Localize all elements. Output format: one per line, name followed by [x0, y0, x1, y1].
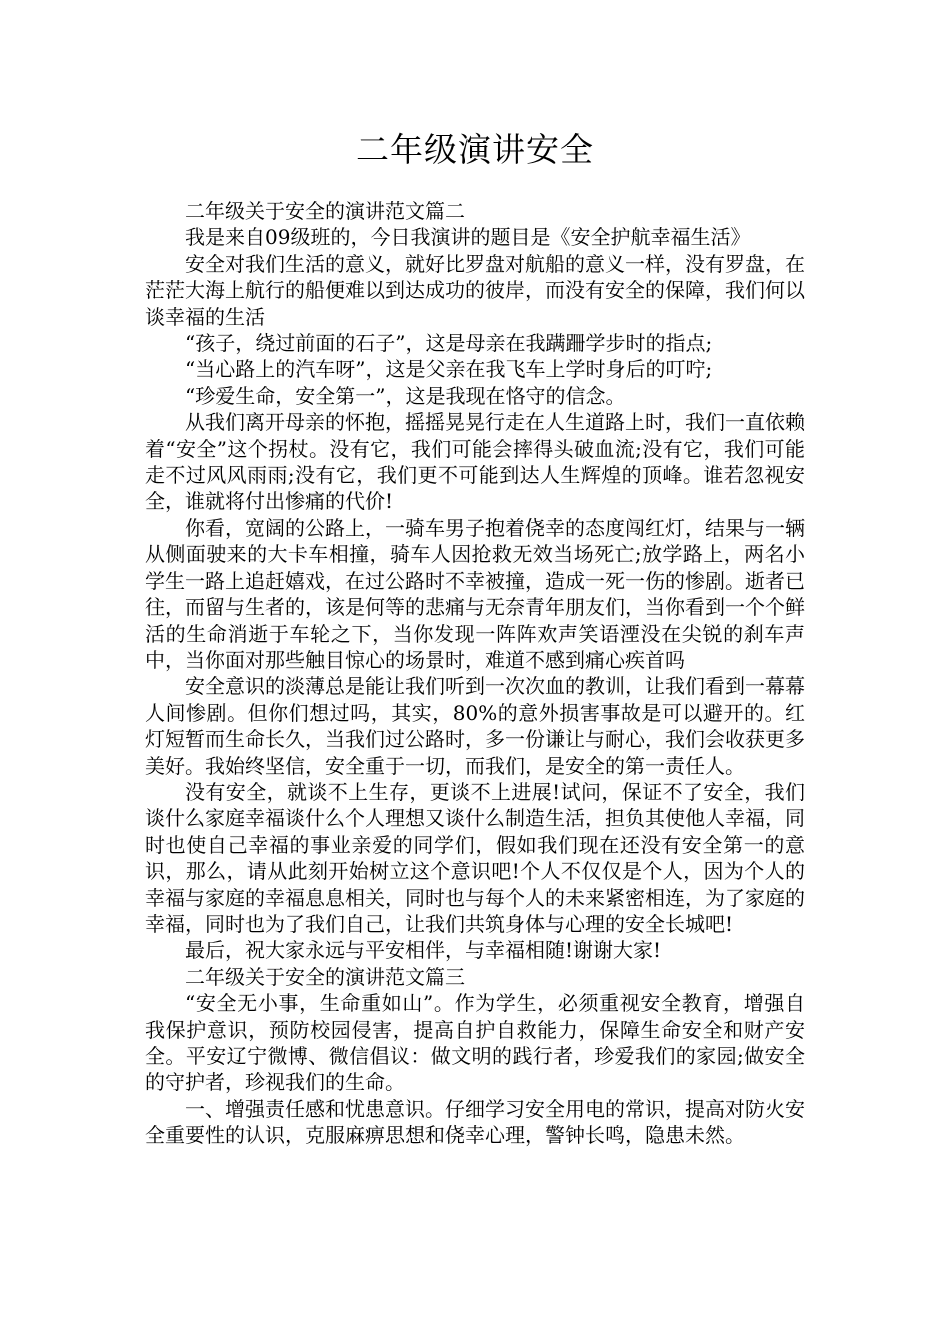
document-page — [145, 0, 805, 1344]
paragraph-accident-examples: 你看，宽阔的公路上，一骑车男子抱着侥幸的态度闯红灯，结果与一辆从侧面驶来的大卡车相撞，骑车人因抢救无效当场死亡;放学路上，两名小学生一路上追赶嬉戏，在过公路时不幸被撞，造成一死一伤的惨剧。逝者已往，而留与生者的，该是何等的悲痛与无奈青年朋友们，当你看到一个个鲜活的生命消逝于车轮之下，当你发现一阵阵欢声笑语湮没在尖锐的刹车声中，当你面对那些触目惊心的场景时，难道不感到痛心疾首吗 — [145, 515, 805, 672]
paragraph-safety-crutch: 从我们离开母亲的怀抱，摇摇晃晃行走在人生道路上时，我们一直依赖着“安全”这个拐杖。没有它，我们可能会摔得头破血流;没有它，我们可能走不过风风雨雨;没有它，我们更不可能到达人生辉煌的顶峰。谁若忽视安全，谁就将付出惨痛的代价! — [145, 410, 805, 514]
paragraph-speaker-intro: 我是来自09级班的，今日我演讲的题目是《安全护航幸福生活》 — [185, 225, 751, 250]
paragraph-compass-analogy: 安全对我们生活的意义，就好比罗盘对航船的意义一样，没有罗盘，在茫茫大海上航行的船便难以到达成功的彼岸，而没有安全的保障，我们何以谈幸福的生活 — [145, 251, 805, 329]
paragraph-belief-quote: “珍爱生命，安全第一”，这是我现在恪守的信念。 — [185, 383, 626, 408]
paragraph-no-safety-no-life: 没有安全，就谈不上生存，更谈不上进展!试问，保证不了安全，我们谈什么家庭幸福谈什么个人理想又谈什么制造生活，担负其使他人幸福，同时也使自己幸福的事业亲爱的同学们，假如我们现在还没有安全第一的意识，那么，请从此刻开始树立这个意识吧!个人不仅仅是个人，因为个人的幸福与家庭的幸福息息相关，同时也与每个人的未来紧密相连，为了家庭的幸福，同时也为了我们自己，让我们共筑身体与心理的安全长城吧! — [145, 779, 805, 936]
paragraph-section-heading-2: 二年级关于安全的演讲范文篇二 — [185, 199, 465, 223]
paragraph-father-quote: “当心路上的汽车呀”，这是父亲在我飞车上学时身后的叮咛; — [185, 357, 713, 382]
paragraph-closing: 最后，祝大家永远与平安相伴，与幸福相随!谢谢大家! — [185, 938, 662, 963]
document-body — [145, 198, 805, 1149]
paragraph-section-heading-3: 二年级关于安全的演讲范文篇三 — [185, 964, 465, 989]
paragraph-safety-awareness: 安全意识的淡薄总是能让我们听到一次次血的教训，让我们看到一幕幕人间惨剧。但你们想过吗，其实，80%的意外损害事故是可以避开的。红灯短暂而生命长久，当我们过公路时，多一份谦让与耐心，我们会收获更多美好。我始终坚信，安全重于一切，而我们，是安全的第一责任人。 — [145, 674, 805, 778]
paragraph-safety-motto: “安全无小事，生命重如山”。作为学生，必须重视安全教育，增强自我保护意识，预防校园侵害，提高自护自救能力，保障生命安全和财产安全。平安辽宁微博、微信倡议：做文明的践行者，珍爱我们的家园;做安全的守护者，珍视我们的生命。 — [145, 991, 805, 1095]
document-title: 二年级演讲安全 — [356, 130, 594, 169]
paragraph-point-one: 一、增强责任感和忧患意识。仔细学习安全用电的常识，提高对防火安全重要性的认识，克服麻痹思想和侥幸心理，警钟长鸣，隐患未然。 — [145, 1096, 805, 1148]
paragraph-mother-quote: “孩子，绕过前面的石子”，这是母亲在我蹒跚学步时的指点; — [185, 331, 713, 356]
